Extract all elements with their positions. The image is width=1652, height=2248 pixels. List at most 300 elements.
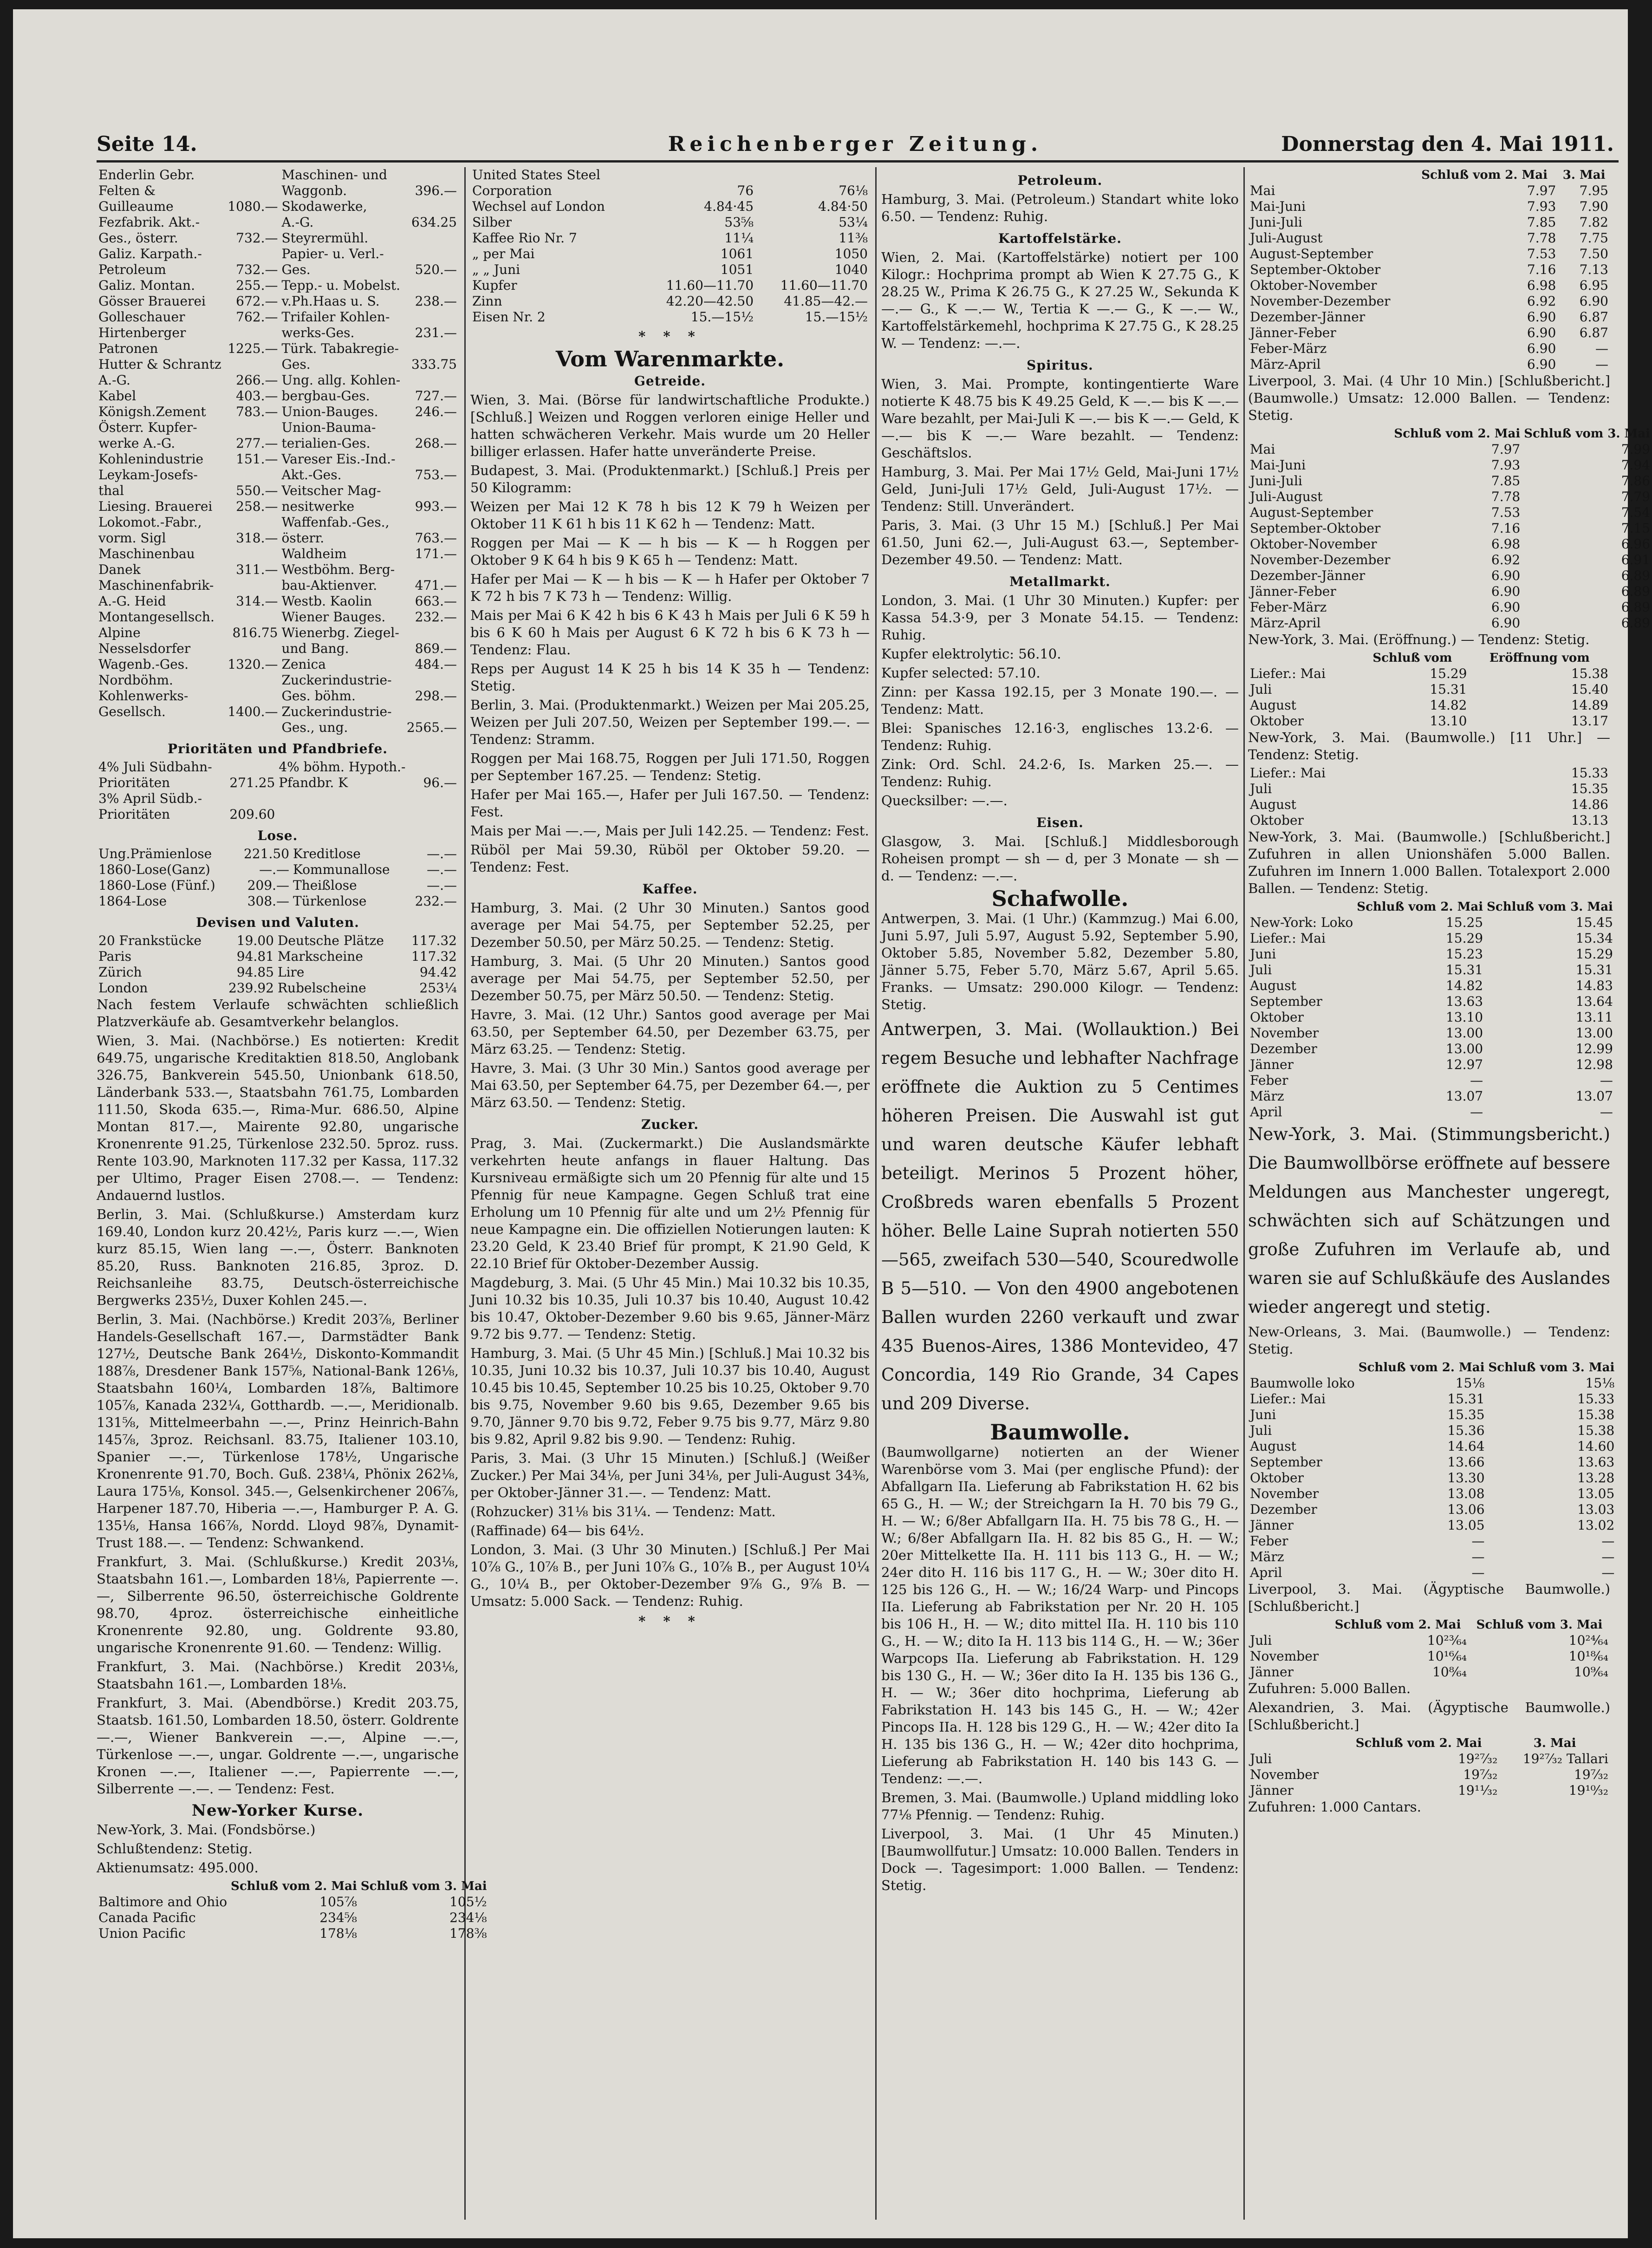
table-cell: 7.16 xyxy=(1491,521,1521,536)
report: Quecksilber: —.—. xyxy=(881,793,1008,808)
table-cell xyxy=(225,167,280,183)
table-cell: 221.50 xyxy=(244,846,290,861)
table-cell xyxy=(225,246,280,262)
report: New-York, 3. Mai. (Baumwolle.) [Schlußbericht.] Zufuhren in allen Unionshäfen 5.000 Ballen. Zufuhren im Innern 1.000 Ballen. Totalexport 2.000 Ballen. — Tendenz: Stetig. xyxy=(1248,829,1610,896)
table-row xyxy=(97,893,459,909)
table-cell: Oktober xyxy=(1250,1470,1304,1486)
table-cell: Union-Bauma- xyxy=(281,420,376,435)
table-cell: Königsh.Zement xyxy=(98,404,206,419)
table-cell: 7.13 xyxy=(1579,262,1608,277)
table-cell: 10⁹⁄₆₄ xyxy=(1574,1664,1608,1680)
table-cell: 13.11 xyxy=(1575,1010,1613,1025)
table-row xyxy=(1248,1649,1610,1664)
table-cell xyxy=(225,420,280,436)
table-cell: 15.33 xyxy=(1577,1391,1615,1407)
table-cell: Mai xyxy=(1250,183,1275,198)
table-header-cell xyxy=(1248,1360,1357,1375)
table-cell: Jänner-Feber xyxy=(1250,325,1336,340)
table-cell: Corporation xyxy=(472,183,552,198)
table-row xyxy=(1248,946,1615,962)
table-row xyxy=(97,499,459,515)
table-cell: Oktober-November xyxy=(1250,278,1377,293)
table-cell: 19.00 xyxy=(236,933,274,948)
table-cell: 14.82 xyxy=(1430,697,1467,713)
table-header-cell: Schluß vom 2. Mai xyxy=(1358,1361,1485,1375)
table-cell: 753.— xyxy=(415,467,457,482)
table-row xyxy=(1248,797,1610,813)
table-row xyxy=(97,1910,489,1926)
table-cell: Oktober xyxy=(1250,713,1304,729)
table-cell: 13.07 xyxy=(1445,1088,1483,1104)
table-cell: 520.— xyxy=(415,262,457,277)
table-cell xyxy=(225,672,280,688)
table-cell: 13.00 xyxy=(1445,1041,1483,1056)
table-cell: 762.— xyxy=(236,309,278,325)
table-cell: 7.78 xyxy=(1527,230,1556,246)
table-cell: Liefer.: Mai xyxy=(1250,1391,1326,1407)
section-heading: Lose. xyxy=(257,828,298,843)
table-cell: Feber-März xyxy=(1250,599,1327,615)
report: Wien, 3. Mai. (Börse für landwirtschaftliche Produkte.) [Schluß.] Weizen und Roggen verloren einige Heller und hatten schwächeren Verkehr. Mais wurde um 20 Heller billiger erlassen. Hafer hatte unveränderte Preise. xyxy=(470,392,870,459)
table-cell: 6.87 xyxy=(1579,325,1608,340)
table-cell: Danek xyxy=(98,562,141,577)
table-cell: Silber xyxy=(472,215,512,230)
table-cell: 15.23 xyxy=(1445,946,1483,962)
table-row xyxy=(97,688,459,704)
table-cell: Rubelscheine xyxy=(277,980,366,996)
table-cell: Dezember xyxy=(1250,1502,1317,1517)
table-row xyxy=(97,1894,489,1910)
report: Rüböl per Mai 59.30, Rüböl per Oktober 59.20. — Tendenz: Fest. xyxy=(470,842,870,875)
table-row xyxy=(1248,199,1610,215)
cotton-table xyxy=(1248,1360,1616,1581)
table-cell: Kupfer xyxy=(472,278,517,293)
table-cell: — xyxy=(1600,1104,1613,1120)
page-header xyxy=(97,132,1614,160)
report: Liverpool, 3. Mai. (4 Uhr 10 Min.) [Schlußbericht.] (Baumwolle.) Umsatz: 12.000 Ballen. — Tendenz: Stetig. xyxy=(1248,373,1610,423)
lose-table xyxy=(97,846,459,909)
table-cell: 13.28 xyxy=(1577,1470,1615,1486)
table-cell: „ „ Juni xyxy=(472,262,520,277)
table-cell: 15.38 xyxy=(1577,1407,1615,1422)
table-cell: Ges. xyxy=(281,262,311,277)
table-cell: 13.03 xyxy=(1577,1502,1615,1517)
table-cell: Wiener Bauges. xyxy=(281,609,386,625)
table-row xyxy=(1248,978,1615,994)
table-cell: Jänner-Feber xyxy=(1250,584,1336,599)
table-cell: Zinn xyxy=(472,293,502,309)
cotton-table xyxy=(1248,1617,1610,1680)
table-cell xyxy=(225,183,280,199)
table-cell xyxy=(418,791,459,807)
report: Roggen per Mai 168.75, Roggen per Juli 171.50, Roggen per September 167.25. — Tendenz: Stetig. xyxy=(470,750,870,783)
table-row xyxy=(1248,293,1610,309)
table-header xyxy=(1248,1735,1610,1751)
table-cell: 10²³⁄₆₄ xyxy=(1427,1633,1467,1648)
report: Bremen, 3. Mai. (Baumwolle.) Upland middling loko 77⅛ Pfennig. — Tendenz: Ruhig. xyxy=(881,1790,1239,1823)
table-header-cell: Schluß vom 3. Mai xyxy=(1476,1618,1603,1632)
table-cell xyxy=(225,546,280,562)
table-cell: Guilleaume xyxy=(98,199,174,214)
table-row xyxy=(1248,1073,1615,1088)
table-cell: November xyxy=(1250,1025,1319,1041)
table-cell: 1080.— xyxy=(228,199,278,214)
table-cell: Juli xyxy=(1250,682,1272,697)
report: New-York, 3. Mai. (Stimmungsbericht.) Die Baumwollbörse eröffnete auf bessere Meldungen aus Manchester ungeregt, schwächten sich auf Schätzungen und große Zufuhren im Verlaufe ab, und waren sie auf Schlußkäufe des Auslandes wieder angeregt und stetig. xyxy=(1248,1124,1610,1317)
report: Prag, 3. Mai. (Zuckermarkt.) Die Auslandsmärkte verkehrten heute anfangs in flauer Haltung. Das Kursniveau ermäßigte sich um 20 Pfennig für alte und 15 Pfennig für neue Kampagne. Gegen Schluß trat eine Erholung um 10 Pfennig für alte und um 2½ Pfennig für neue Kampagne ein. Die offiziellen Notierungen lauten: K 23.20 Geld, K 23.40 Brief für prompt, K 21.90 Geld, K 22.10 Brief für Oktober-Dezember Aussig. xyxy=(470,1135,870,1271)
table-cell: 14.60 xyxy=(1577,1439,1615,1454)
table-cell: Maschinenbau xyxy=(98,546,195,561)
table-cell: 15.31 xyxy=(1575,962,1613,977)
table-row xyxy=(97,775,459,791)
table-row xyxy=(97,325,459,341)
table-row xyxy=(97,199,459,215)
table-cell: 11¼ xyxy=(724,230,754,246)
table-cell: August xyxy=(1250,978,1296,993)
report: Wien, 3. Mai. Prompte, kontingentierte Ware notierte K 48.75 bis K 49.25 Geld, K —.— bis K —.— Ware bezahlt, per Mai-Juli K —.— bis K —.— Geld, K —.— bis K —.— Ware bezahlt. — Tendenz: Geschäftslos. xyxy=(881,376,1239,461)
table-cell: 732.— xyxy=(236,230,278,246)
table-cell: Hirtenberger xyxy=(98,325,186,340)
table-cell: 246.— xyxy=(415,404,457,419)
table-cell: Petroleum xyxy=(98,262,166,277)
report: Hamburg, 3. Mai. (5 Uhr 45 Min.) [Schluß.] Mai 10.32 bis 10.35, Juni 10.32 bis 10.37, Juli 10.37 bis 10.40, August 10.45 bis 10.45, September 10.25 bis 10.25, Oktober 9.70 bis 9.75, November 9.60 bis 9.65, Dezember 9.65 bis 9.70, Jänner 9.70 bis 9.72, Feber 9.75 bis 9.77, März 9.80 bis 9.82, April 9.82 bis 9.90. — Tendenz: Ruhig. xyxy=(470,1345,870,1447)
report: Zink: Ord. Schl. 24.2·6, Is. Marken 25.—. — Tendenz: Ruhig. xyxy=(881,756,1239,789)
table-row xyxy=(97,593,459,609)
table-cell: 19⁷⁄₃₂ xyxy=(1574,1767,1608,1782)
table-cell: 6.89 xyxy=(1621,568,1651,583)
report: (Rohzucker) 31⅛ bis 31¼. — Tendenz: Matt. xyxy=(470,1504,776,1519)
table-cell: 1860-Lose(Ganz) xyxy=(98,862,210,877)
table-cell: November xyxy=(1250,1767,1319,1782)
cotton-table xyxy=(1248,650,1610,729)
table-cell: 266.— xyxy=(236,372,278,388)
table-cell: 15.33 xyxy=(1571,765,1608,781)
table-cell: 6.90 xyxy=(1527,357,1556,372)
table-cell: Liefer.: Mai xyxy=(1250,931,1326,946)
table-cell: Trifailer Kohlen- xyxy=(281,309,390,325)
table-cell: —.— xyxy=(427,862,457,877)
table-row xyxy=(97,949,459,964)
table-row xyxy=(97,641,459,657)
table-cell: Patronen xyxy=(98,341,158,356)
table-header xyxy=(97,1878,489,1894)
table-cell: Juni xyxy=(1250,1407,1276,1422)
table-cell: 12.97 xyxy=(1445,1057,1483,1072)
report: Magdeburg, 3. Mai. (5 Uhr 45 Min.) Mai 10.32 bis 10.35, Juni 10.32 bis 10.35, Juli 10.37 bis 10.40, August 10.42 bis 10.47, Oktober-Dezember 9.60 bis 9.65, Jänner-März 9.72 bis 9.77. — Tendenz: Stetig. xyxy=(470,1275,870,1342)
column-rule xyxy=(1243,167,1245,2220)
table-cell: Kohlenwerks- xyxy=(98,688,189,704)
table-cell: Westb. Kaolin xyxy=(281,593,372,609)
table-row xyxy=(1248,1486,1616,1502)
table-cell: 15.29 xyxy=(1575,946,1613,962)
report: Liverpool, 3. Mai. (Ägyptische Baumwolle.) [Schlußbericht.] xyxy=(1248,1581,1610,1614)
table-cell: „ per Mai xyxy=(472,246,535,261)
table-cell: 15.31 xyxy=(1445,962,1483,977)
table-cell xyxy=(404,562,459,578)
table-cell xyxy=(225,515,280,530)
table-cell: und Bang. xyxy=(281,641,349,656)
table-cell: 4.84·45 xyxy=(704,199,754,214)
table-cell: 6.90 xyxy=(1491,599,1521,615)
table-row xyxy=(1248,915,1615,931)
table-cell: 11⅜ xyxy=(839,230,868,246)
column-rule xyxy=(875,167,877,2220)
table-header-cell xyxy=(97,1878,229,1894)
table-row xyxy=(470,230,870,246)
table-cell: 869.— xyxy=(415,641,457,656)
table-row xyxy=(1248,1375,1616,1391)
table-cell: A.-G. Heid xyxy=(98,593,166,609)
table-row xyxy=(1248,341,1610,357)
table-cell: März-April xyxy=(1250,615,1321,631)
table-cell: 12.99 xyxy=(1575,1041,1613,1056)
table-cell: Maschinenfabrik- xyxy=(98,578,214,593)
table-cell: Lire xyxy=(277,964,305,980)
report: Paris, 3. Mai. (3 Uhr 15 M.) [Schluß.] Per Mai 61.50, Juni 62.—, Juli-August 63.—, September-Dezember 49.50. — Tendenz: Matt. xyxy=(881,517,1239,567)
table-cell: Türk. Tabakregie- xyxy=(281,341,399,356)
table-cell: — xyxy=(1471,1533,1485,1549)
newspaper-page xyxy=(13,9,1651,2238)
table-row xyxy=(97,515,459,530)
section-title: Baumwolle. xyxy=(990,1420,1130,1445)
table-cell: 15.45 xyxy=(1575,915,1613,930)
table-cell: bergbau-Ges. xyxy=(281,388,370,404)
report: Liverpool, 3. Mai. (1 Uhr 45 Minuten.) [Baumwollfutur.] Umsatz: 10.000 Ballen. Tenders in Dock —. Tagesimport: 1.000 Ballen. — Tendenz: Stetig. xyxy=(881,1826,1239,1893)
table-header-cell: Schluß vom 3. Mai xyxy=(360,1879,487,1893)
section-heading: Kaffee. xyxy=(642,881,698,897)
table-cell: — xyxy=(1601,1549,1615,1564)
table-cell: 15.38 xyxy=(1577,1423,1615,1438)
report: Blei: Spanisches 12.16·3, englisches 13.2·6. — Tendenz: Ruhig. xyxy=(881,720,1239,753)
table-cell: 7.53 xyxy=(1527,246,1556,261)
header-rule xyxy=(97,160,1619,163)
table-cell: 15.31 xyxy=(1447,1391,1485,1407)
table-cell: Enderlin Gebr. xyxy=(98,167,195,182)
table-cell: 14.89 xyxy=(1571,697,1608,713)
table-header xyxy=(1248,426,1652,442)
table-cell: 7.85 xyxy=(1527,215,1556,230)
table-cell: 15.29 xyxy=(1445,931,1483,946)
table-cell xyxy=(404,625,459,641)
table-cell: Feber xyxy=(1250,1073,1288,1088)
table-cell: terialien-Ges. xyxy=(281,436,371,451)
table-row xyxy=(1248,262,1610,278)
table-cell: 7.15 xyxy=(1621,521,1651,536)
table-header-cell: 3. Mai xyxy=(1562,168,1606,182)
table-row xyxy=(1248,1751,1610,1767)
table-row xyxy=(97,578,459,593)
table-cell xyxy=(404,672,459,688)
report: Frankfurt, 3. Mai. (Nachbörse.) Kredit 203⅛, Staatsbahn 161.—, Lombarden 18⅛. xyxy=(97,1659,459,1692)
column-4 xyxy=(1248,167,1651,2229)
section-heading: Eisen. xyxy=(1036,815,1084,830)
table-cell: September-Oktober xyxy=(1250,262,1381,277)
table-cell: — xyxy=(1601,1533,1615,1549)
table-cell: Golleschauer xyxy=(98,309,185,325)
table-cell: A.-G. xyxy=(281,215,314,230)
table-cell: 13.02 xyxy=(1577,1518,1615,1533)
table-cell: London xyxy=(98,980,148,996)
table-cell: Wienerbg. Ziegel- xyxy=(281,625,399,640)
table-cell: Prioritäten xyxy=(98,807,170,822)
table-header xyxy=(1248,1360,1616,1375)
table-header-cell xyxy=(1248,650,1356,666)
table-row xyxy=(1248,765,1610,781)
table-cell: 238.— xyxy=(415,293,457,309)
table-cell: — xyxy=(1595,341,1608,356)
table-cell: 6.90 xyxy=(1491,568,1521,583)
separator: * * * xyxy=(638,328,702,344)
table-cell: 41.85—42.— xyxy=(784,293,868,309)
table-cell: Zuckerindustrie- xyxy=(281,672,392,688)
table-cell: Mai xyxy=(1250,442,1275,457)
ny-table xyxy=(97,1878,489,1942)
table-cell: 6.89 xyxy=(1621,599,1651,615)
table-cell: Zuckerindustrie- xyxy=(281,704,392,719)
table-header xyxy=(1248,167,1610,183)
table-cell xyxy=(225,467,280,483)
table-cell: 15.38 xyxy=(1571,666,1608,681)
table-cell: 13.63 xyxy=(1577,1454,1615,1470)
table-cell: 10¹⁶⁄₆₄ xyxy=(1427,1649,1467,1664)
table-row xyxy=(97,625,459,641)
table-row xyxy=(1248,309,1610,325)
report: Wien, 3. Mai. (Nachbörse.) Es notierten: Kredit 649.75, ungarische Kreditaktien 818.50, Anglobank 326.75, Bankverein 545.50, Unionbank 618.50, Länderbank 533.—, Staatsbahn 761.75, Lombarden 111.50, Skoda 635.—, Rima-Mur. 686.50, Alpine Montan 817.—, Mairente 92.80, ungarische Kronenrente 91.25, Türkenlose 232.50. 5proz. russ. Rente 103.90, Marknoten 117.32 per Kassa, 117.32 per Ultimo, Prager Eisen 2708.—. — Tendenz: Andauernd lustlos. xyxy=(97,1033,459,1203)
report: Mais per Mai 6 K 42 h bis 6 K 43 h Mais per Juli 6 K 59 h bis 6 K 60 h Mais per August 6 K 72 h bis 6 K 73 h — Tendenz: Flau. xyxy=(470,607,870,658)
report: Zufuhren: 1.000 Cantars. xyxy=(1248,1799,1421,1815)
table-cell: Westböhm. Berg- xyxy=(281,562,395,577)
table-cell xyxy=(225,720,280,736)
section-title: Schafwolle. xyxy=(991,886,1129,911)
table-row xyxy=(97,278,459,293)
table-cell: September xyxy=(1250,994,1322,1009)
table-cell: 6.89 xyxy=(1621,584,1651,599)
table-cell: Jänner xyxy=(1250,1057,1294,1072)
table-row xyxy=(1248,536,1652,552)
table-cell: 94.42 xyxy=(419,964,457,980)
table-row xyxy=(1248,1533,1616,1549)
table-cell: 234⅛ xyxy=(449,1910,487,1925)
table-cell: Akt.-Ges. xyxy=(281,467,342,482)
table-cell: 15.40 xyxy=(1571,682,1608,697)
table-cell: Union-Bauges. xyxy=(281,404,378,419)
table-cell: Juni-Juli xyxy=(1250,215,1302,230)
table-header-cell: Schluß vom xyxy=(1372,651,1452,665)
table-cell: 318.— xyxy=(236,530,278,546)
table-row xyxy=(97,720,459,736)
table-row xyxy=(1248,931,1615,946)
table-cell: 7.97 xyxy=(1527,183,1556,198)
table-cell: 151.— xyxy=(236,451,278,467)
table-cell: — xyxy=(1595,357,1608,372)
table-cell: 634.25 xyxy=(411,215,457,230)
table-cell: — xyxy=(1470,1104,1483,1120)
table-cell xyxy=(404,246,459,262)
table-header-cell: Schluß vom 2. Mai xyxy=(1357,900,1483,914)
table-cell: 7.79 xyxy=(1621,489,1651,504)
table-cell: Tepp.- u. Mobelst. xyxy=(281,278,401,293)
table-cell: 20 Frankstücke xyxy=(98,933,202,948)
table-cell: Kaffee Rio Nr. 7 xyxy=(472,230,577,246)
table-cell: Markscheine xyxy=(277,949,363,964)
table-cell: Dezember-Jänner xyxy=(1250,309,1366,325)
report: Hamburg, 3. Mai. (Petroleum.) Standart white loko 6.50. — Tendenz: Ruhig. xyxy=(881,191,1239,224)
table-cell: 1050 xyxy=(834,246,868,261)
report: Berlin, 3. Mai. (Schlußkurse.) Amsterdam kurz 169.40, London kurz 20.42½, Paris kurz —.—, Wien kurz 85.15, Wien lang —.—, Österr. Banknoten 85.20, Russ. Banknoten 216.85, 3proz. D. Reichsanleihe 83.75, Deutsch-österreichische Bergwerks 235½, Duxer Kohlen 245.—. xyxy=(97,1206,459,1308)
table-header-cell: Schluß vom 2. Mai xyxy=(1421,168,1548,182)
table-row xyxy=(97,183,459,199)
table-cell: 727.— xyxy=(415,388,457,404)
table-cell: Leykam-Josefs- xyxy=(98,467,198,482)
table-cell: 10²⁴⁄₆₄ xyxy=(1568,1633,1608,1648)
table-cell: 271.25 xyxy=(229,775,275,790)
table-cell: 53⅝ xyxy=(724,215,754,230)
table-cell: 993.— xyxy=(415,499,457,514)
table-cell: 13.17 xyxy=(1571,713,1608,729)
table-row xyxy=(1248,183,1610,199)
table-cell: 298.— xyxy=(415,688,457,704)
table-cell: 13.08 xyxy=(1447,1486,1485,1501)
table-cell: 15.25 xyxy=(1445,915,1483,930)
table-row xyxy=(1248,682,1610,697)
table-cell: 1860-Lose (Fünf.) xyxy=(98,878,215,893)
table-cell: 10¹⁸⁄₆₄ xyxy=(1568,1649,1608,1664)
table-cell: werks-Ges. xyxy=(281,325,355,340)
section-heading: New-Yorker Kurse. xyxy=(191,1801,364,1820)
table-row xyxy=(1248,568,1652,584)
table-cell: 308.— xyxy=(247,893,290,909)
table-cell: — xyxy=(1471,1549,1485,1564)
section-heading: Getreide. xyxy=(634,373,706,389)
table-cell xyxy=(225,578,280,593)
table-cell: Feber-März xyxy=(1250,341,1327,356)
table-row xyxy=(1248,230,1610,246)
report: Zufuhren: 5.000 Ballen. xyxy=(1248,1681,1411,1696)
table-cell: 7.53 xyxy=(1491,505,1521,520)
section-heading: Spiritus. xyxy=(1027,358,1093,373)
table-cell: United States Steel xyxy=(472,167,600,182)
column-2 xyxy=(470,167,870,2229)
table-cell: 178⅜ xyxy=(449,1926,487,1941)
table-cell: Lokomot.-Fabr., xyxy=(98,515,202,530)
table-cell: Veitscher Mag- xyxy=(281,483,381,498)
table-cell: 96.— xyxy=(423,775,457,790)
table-cell: 13.30 xyxy=(1447,1470,1485,1486)
table-cell: Juli-August xyxy=(1250,489,1323,504)
table-row xyxy=(97,451,459,467)
masthead: Reichenberger Zeitung. xyxy=(668,132,1043,156)
table-row xyxy=(1248,1010,1615,1025)
table-cell: 94.81 xyxy=(236,949,274,964)
table-cell: 13.63 xyxy=(1445,994,1483,1009)
table-cell: Jänner xyxy=(1250,1518,1294,1533)
report: Hafer per Mai 165.—, Hafer per Juli 167.50. — Tendenz: Fest. xyxy=(470,787,870,820)
table-row xyxy=(1248,1439,1616,1454)
table-row xyxy=(97,846,459,862)
table-cell xyxy=(755,167,870,183)
table-cell xyxy=(225,688,280,704)
table-row xyxy=(1248,599,1652,615)
table-row xyxy=(1248,697,1610,713)
table-row xyxy=(1248,473,1652,489)
table-header-cell: Schluß vom 3. Mai xyxy=(1524,427,1651,441)
table-cell: 15.34 xyxy=(1575,931,1613,946)
table-cell: 314.— xyxy=(236,593,278,609)
table-cell: 6.90 xyxy=(1491,615,1521,631)
report: Antwerpen, 3. Mai. (1 Uhr.) (Kammzug.) Mai 6.00, Juni 5.97, Juli 5.97, August 5.92, September 5.90, Oktober 5.85, November 5.82, Dezember 5.80, Jänner 5.75, Feber 5.70, März 5.67, April 5.65. Franks. — Umsatz: 290.000 Kilogr. — Tendenz: Stetig. xyxy=(881,911,1239,1012)
table-cell: Kommunallose xyxy=(293,862,390,877)
table-cell: Kabel xyxy=(98,388,137,404)
